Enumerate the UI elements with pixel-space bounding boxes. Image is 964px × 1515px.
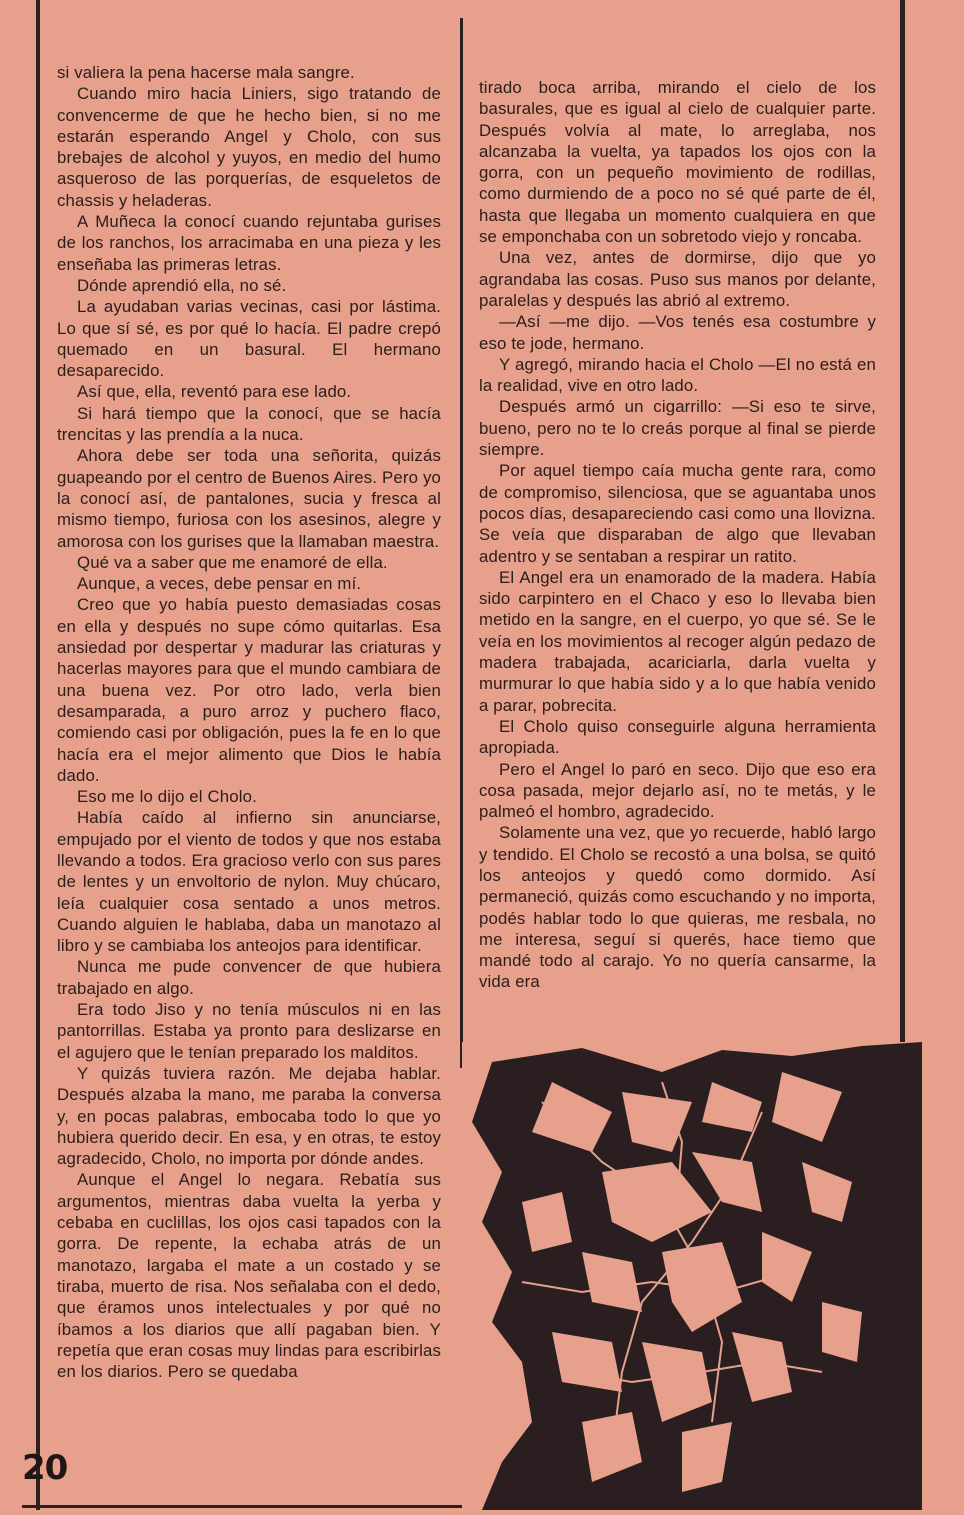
paragraph: Aunque el Angel lo negara. Rebatía sus argumentos, mientras daba vuelta la yerba y cebaba en cuclillas, los ojos casi tapados con la gorra. De repente, la echaba atrás de un manotazo, largaba el mate a un costado y se tiraba, muerto de risa. Nos señalaba con el dedo, que éramos unos intelectuales y por qué no íbamos a los diarios que allí pagaban bien. Y repetía que eran cosas muy lindas para escribirlas en los diarios. Pero se quedaba: [57, 1170, 441, 1382]
paragraph: Era todo Jiso y no tenía músculos ni en las pantorrillas. Estaba ya pronto para deslizarse en el agujero que le tenían preparado los malditos.: [57, 1000, 441, 1062]
paragraph: Una vez, antes de dormirse, dijo que yo agrandaba las cosas. Puso sus manos por delante, paralelas y después las abrió al extremo.: [479, 248, 876, 310]
paragraph: Si hará tiempo que la conocí, que se hacía trencitas y las prendía a la nuca.: [57, 403, 441, 445]
paragraph: tirado boca arriba, mirando el cielo de los basurales, que es igual al cielo de cualquier parte. Después volvía al mate, lo arreglaba, nos alcanzaba la vuelta, ya tapados los ojos con la gorra, con un pequeño movimiento de rodillas, como durmiendo de a poco no sé qué parte de él, hasta que llegaba un momento cualquiera en que se emponchaba con un sobretodo viejo y roncaba.: [479, 78, 876, 247]
paragraph: Dónde aprendió ella, no sé.: [77, 275, 287, 295]
paragraph: El Angel era un enamorado de la madera. Había sido carpintero en el Chaco y eso lo llevaba bien metido en la sangre, en el cuerpo, yo que sé. Se le veía en los movimientos al recoger algún pedazo de madera trabajada, acariciarla, darla vuelta y murmurar lo que había sido y a lo que había venido a parar, pobrecita.: [479, 567, 876, 715]
paragraph: —Así —me dijo. —Vos tenés esa costumbre y eso te jode, hermano.: [479, 312, 876, 353]
abstract-woodcut-illustration-icon: [462, 1042, 922, 1510]
column-divider-rule: [460, 18, 463, 1068]
right-margin-rule: [900, 0, 905, 1142]
bottom-rule: [22, 1505, 462, 1508]
page-number: 20: [22, 1448, 68, 1488]
right-text-column: [479, 77, 876, 993]
paragraph: El Cholo quiso conseguirle alguna herramienta apropiada.: [479, 716, 876, 758]
paragraph: A Muñeca la conocí cuando rejuntaba gurises de los ranchos, los arracimaba en una pieza y les enseñaba las primeras letras.: [57, 212, 441, 274]
paragraph: Cuando miro hacia Liniers, sigo tratando de convencerme de que he hecho bien, si no me estarán esperando Angel y Cholo, con sus brebajes de alcohol y yuyos, en medio del humo asqueroso de las porquerías, de esqueletos de chassis y heladeras.: [57, 84, 441, 210]
paragraph: Así que, ella, reventó para ese lado.: [77, 382, 352, 402]
paragraph: Por aquel tiempo caía mucha gente rara, como de compromiso, silenciosa, que se aguantaba unos pocos días, desapareciendo casi como una llovizna. Se veía que disparaban de algo que llevaban adentro y se sentaban a respirar un ratito.: [479, 461, 876, 566]
left-text-column: [57, 62, 441, 1382]
paragraph: Ahora debe ser toda una señorita, quizás guapeando por el centro de Buenos Aires. Pero yo la conocí así, de pantalones, sucia y fresca al mismo tiempo, furiosa con los asesinos, alegre y amorosa con los gurises que la llamaban maestra.: [57, 446, 441, 551]
paragraph: Eso me lo dijo el Cholo.: [77, 787, 257, 807]
paragraph: Pero el Angel lo paró en seco. Dijo que eso era cosa pasada, mejor dejarlo así, no te metás, y le palmeó el hombro, agradecido.: [479, 759, 876, 822]
paragraph: Después armó un cigarrillo: —Si eso te sirve, bueno, pero no te lo creás porque al final se pierde siempre.: [479, 397, 876, 460]
paragraph: si valiera la pena hacerse mala sangre.: [57, 63, 355, 82]
paragraph: Qué va a saber que me enamoré de ella.: [77, 552, 388, 572]
paragraph: Y quizás tuviera razón. Me dejaba hablar. Después alzaba la mano, me paraba la conversa y, en pocas palabras, embocaba todo lo que yo hubiera querido decir. En esa, y en otras, te estoy agradecido, Cholo, no importa por dónde andes.: [57, 1063, 441, 1169]
paragraph: Había caído al infierno sin anunciarse, empujado por el viento de todos y que nos estaba llevando a todos. Era gracioso verlo con sus pares de lentes y un envoltorio de nylon. Muy chúcaro, leía cualquier cosa sentado a unos metros. Cuando alguien le hablaba, daba un manotazo al libro y se cambiaba los anteojos para identificar.: [57, 808, 441, 956]
paragraph: Solamente una vez, que yo recuerde, habló largo y tendido. El Cholo se recostó a una bolsa, se quitó los anteojos y quedó como dormido. Así permaneció, quizás como escuchando y no importa, podés hablar todo lo que quieras, me resbala, no me interesa, seguí si querés, hace tiemo que mandé todo al carajo. Yo no quería cansarme, la vida era: [479, 823, 876, 992]
paragraph: Aunque, a veces, debe pensar en mí.: [77, 574, 362, 594]
paragraph: Nunca me pude convencer de que hubiera trabajado en algo.: [57, 957, 441, 998]
paragraph: La ayudaban varias vecinas, casi por lástima. Lo que sí sé, es por qué lo hacía. El padre crepó quemado en un basural. El hermano desaparecido.: [57, 297, 441, 381]
paragraph: Y agregó, mirando hacia el Cholo —El no está en la realidad, vive en otro lado.: [479, 354, 876, 396]
left-column-rule: [36, 0, 40, 1510]
paragraph: Creo que yo había puesto demasiadas cosas en ella y después no supe cómo quitarlas. Esa ansiedad por despertar y madurar las criaturas y hacerlas mayores para que el mundo cambiara de una buena vez. Por otro lado, verla bien desamparada, a puro arroz y puchero flaco, comiendo casi por obligación, pues la fe en lo que hacía era el mejor alimento que Dios le había dado.: [57, 595, 441, 785]
